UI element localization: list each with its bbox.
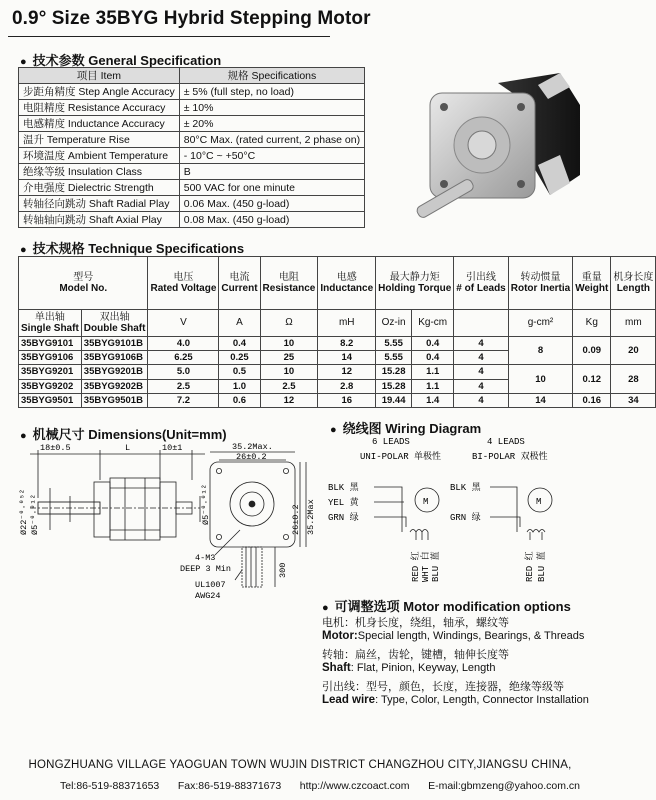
current-cell: 0.5 <box>219 365 260 379</box>
dim-22: Ø22⁻⁰·⁰⁵² <box>19 489 29 535</box>
mod-shaft-en <box>322 662 495 674</box>
length-cell: 34 <box>611 393 656 407</box>
voltage-cell: 6.25 <box>148 351 219 365</box>
torque-ozin-cell: 15.28 <box>376 379 412 393</box>
single-shaft-cell: 35BYG9101 <box>19 337 82 351</box>
inductance-cell: 12 <box>318 365 376 379</box>
current-cell: 0.6 <box>219 393 260 407</box>
col-single-cn: 单出轴 <box>34 311 65 323</box>
wire-blu-left: BLU 蓝 <box>431 551 441 582</box>
spec-cell: ± 10% <box>179 100 364 116</box>
torque-ozin-cell: 15.28 <box>376 365 412 379</box>
double-shaft-cell: 35BYG9501B <box>81 393 148 407</box>
mod-lead-cn: 引出线：型号，颜色，长度，连接器，绝缘等级等 <box>322 681 564 693</box>
col-length <box>611 257 656 310</box>
voltage-cell: 5.0 <box>148 365 219 379</box>
double-shaft-cell: 35BYG9101B <box>81 337 148 351</box>
col-leads-en: # of Leads <box>456 283 506 294</box>
weight-cell: 0.12 <box>573 365 611 393</box>
table-row <box>19 164 365 180</box>
mod-lead-en <box>322 694 589 706</box>
dim-deep: DEEP 3 Min <box>180 564 232 574</box>
single-shaft-cell: 35BYG9202 <box>19 379 82 393</box>
unit-voltage: V <box>148 310 219 337</box>
table-row <box>19 100 365 116</box>
torque-kgcm-cell: 1.1 <box>412 365 454 379</box>
general-spec-table <box>18 67 365 228</box>
wire-blk-left: BLK 黑 <box>328 483 359 493</box>
inductance-cell: 14 <box>318 351 376 365</box>
dimensions-heading-text: 机械尺寸 Dimensions(Unit=mm) <box>32 427 227 442</box>
dim-18: 18±0.5 <box>40 443 71 453</box>
bullet-icon: ● <box>20 430 27 442</box>
length-cell: 28 <box>611 365 656 393</box>
dim-35-2-v: 35.2Max <box>306 499 316 535</box>
mod-shaft-text: : Flat, Pinion, Keyway, Length <box>350 662 496 674</box>
dim-26-v: 26±0.2 <box>291 504 301 535</box>
wire-wht-left: WHT 白 <box>421 551 431 582</box>
wire-blk-right: BLK 黑 <box>450 483 481 493</box>
leads-cell: 4 <box>454 337 508 351</box>
voltage-cell: 2.5 <box>148 379 219 393</box>
dim-26: 26±0.2 <box>236 452 267 462</box>
col-current-en: Current <box>221 283 258 294</box>
table-unit-row <box>19 310 656 337</box>
col-weight-cn: 重量 <box>581 271 602 283</box>
title-underline <box>8 36 330 37</box>
col-resistance <box>260 257 318 310</box>
wire-red-right: RED 红 <box>525 551 535 582</box>
inertia-cell: 10 <box>508 365 572 393</box>
footer-address: HONGZHUANG VILLAGE YAOGUAN TOWN WUJIN DISTRICT CHANGZHOU CITY,JIANGSU CHINA, <box>28 759 572 771</box>
col-inductance-cn: 电感 <box>336 271 357 283</box>
table-row <box>19 365 656 379</box>
spec-cell: ± 20% <box>179 116 364 132</box>
spec-cell: 0.06 Max. (450 g-load) <box>179 196 364 212</box>
col-length-en: Length <box>616 283 651 294</box>
single-shaft-cell: 35BYG9201 <box>19 365 82 379</box>
dimension-drawing <box>10 440 315 615</box>
dim-300: 300 <box>278 562 288 578</box>
length-cell: 20 <box>611 337 656 365</box>
unit-resistance: Ω <box>260 310 318 337</box>
col-double-cn: 双出轴 <box>99 311 130 323</box>
col-torque-cn: 最大静力矩 <box>389 271 440 283</box>
double-shaft-cell: 35BYG9106B <box>81 351 148 365</box>
item-cell: 环境温度 Ambient Temperature <box>19 148 180 164</box>
inertia-cell: 8 <box>508 337 572 365</box>
leads-cell: 4 <box>454 379 508 393</box>
voltage-cell: 7.2 <box>148 393 219 407</box>
item-cell: 步距角精度 Step Angle Accuracy <box>19 84 180 100</box>
col-torque-en: Holding Torque <box>378 283 452 294</box>
col-leads-cn: 引出线 <box>466 271 497 283</box>
col-inertia <box>508 257 572 310</box>
torque-kgcm-cell: 1.4 <box>412 393 454 407</box>
mod-motor-text: Special length, Windings, Bearings, & Threads <box>357 630 585 642</box>
four-leads-title: 4 LEADS <box>487 437 525 447</box>
dim-5a: Ø5⁻⁰·⁰¹² <box>30 494 40 535</box>
mod-motor-label: Motor: <box>322 630 358 642</box>
modification-heading-text: 可调整选项 Motor modification options <box>334 599 571 614</box>
unit-length: mm <box>611 310 656 337</box>
current-cell: 1.0 <box>219 379 260 393</box>
col-inductance <box>318 257 376 310</box>
table-row <box>19 116 365 132</box>
unit-leads <box>454 310 508 337</box>
resistance-cell: 10 <box>260 365 318 379</box>
torque-kgcm-cell: 0.4 <box>412 337 454 351</box>
page-title: 0.9° Size 35BYG Hybrid Stepping Motor <box>12 8 371 29</box>
col-model-en: Model No. <box>59 283 108 294</box>
unit-inertia: g-cm² <box>508 310 572 337</box>
table-header-row <box>19 68 365 84</box>
table-row <box>19 196 365 212</box>
col-current-cn: 电流 <box>229 271 250 283</box>
table-row <box>19 337 656 351</box>
col-model-cn: 型号 <box>73 271 94 283</box>
table-row <box>19 212 365 228</box>
item-cell: 电感精度 Inductance Accuracy <box>19 116 180 132</box>
torque-ozin-cell: 5.55 <box>376 337 412 351</box>
torque-kgcm-cell: 1.1 <box>412 379 454 393</box>
weight-cell: 0.09 <box>573 337 611 365</box>
item-cell: 转轴轴向跳动 Shaft Axial Play <box>19 212 180 228</box>
motor-symbol-left: M <box>423 497 429 507</box>
col-torque <box>376 257 454 310</box>
footer-email-link[interactable]: E-mail:gbmzeng@yahoo.com.cn <box>428 780 580 792</box>
voltage-cell: 4.0 <box>148 337 219 351</box>
wire-yel-left: YEL 黄 <box>328 498 359 508</box>
table-row <box>19 84 365 100</box>
bipolar-label: BI-POLAR 双极性 <box>472 452 548 462</box>
col-double-en: Double Shaft <box>83 323 146 334</box>
item-cell: 转轴径向跳动 Shaft Radial Play <box>19 196 180 212</box>
torque-ozin-cell: 5.55 <box>376 351 412 365</box>
wire-grn-left: GRN 绿 <box>328 513 359 523</box>
mod-shaft-label: Shaft <box>322 662 351 674</box>
mod-motor-en <box>322 630 584 642</box>
dim-5b: Ø5⁻⁰·⁰¹² <box>201 484 211 525</box>
table-row <box>19 180 365 196</box>
technique-spec-table <box>18 256 656 408</box>
col-item: 项目 Item <box>19 68 180 84</box>
footer-website-link[interactable]: http://www.czcoact.com <box>299 780 410 792</box>
mod-lead-text: : Type, Color, Length, Connector Installation <box>375 694 589 706</box>
motor-photo <box>410 65 585 215</box>
col-inertia-cn: 转动惯量 <box>520 271 561 283</box>
mod-motor-cn: 电机：机身长度，绕组，轴承，螺纹等 <box>322 617 509 629</box>
spec-cell: ± 5% (full step, no load) <box>179 84 364 100</box>
footer-tel: Tel:86-519-88371653 <box>60 780 160 792</box>
col-model <box>19 257 148 310</box>
col-weight <box>573 257 611 310</box>
item-cell: 绝缘等级 Insulation Class <box>19 164 180 180</box>
dim-10: 10±1 <box>162 443 183 453</box>
weight-cell: 0.16 <box>573 393 611 407</box>
leads-cell: 4 <box>454 365 508 379</box>
bullet-icon: ● <box>330 424 337 436</box>
col-voltage-cn: 电压 <box>173 271 194 283</box>
footer-fax: Fax:86-519-88371673 <box>177 780 282 792</box>
technique-spec-heading-text: 技术规格 Technique Specifications <box>32 241 245 256</box>
col-voltage <box>148 257 219 310</box>
dim-m3: 4-M3 <box>195 553 216 563</box>
col-resistance-cn: 电阻 <box>278 271 299 283</box>
col-single-en: Single Shaft <box>21 323 79 334</box>
table-header-row <box>19 257 656 310</box>
spec-cell: 80°C Max. (rated current, 2 phase on) <box>179 132 364 148</box>
wire-blu-right: BLU 蓝 <box>537 551 547 582</box>
col-weight-en: Weight <box>575 283 609 294</box>
table-row <box>19 132 365 148</box>
modification-heading <box>322 596 571 615</box>
spec-cell: 0.08 Max. (450 g-load) <box>179 212 364 228</box>
col-spec: 规格 Specifications <box>179 68 364 84</box>
col-resistance-en: Resistance <box>262 283 316 294</box>
inductance-cell: 16 <box>318 393 376 407</box>
resistance-cell: 12 <box>260 393 318 407</box>
torque-kgcm-cell: 0.4 <box>412 351 454 365</box>
col-voltage-en: Rated Voltage <box>150 283 217 294</box>
resistance-cell: 2.5 <box>260 379 318 393</box>
table-row <box>19 148 365 164</box>
col-leads <box>454 257 508 310</box>
spec-cell: - 10°C ~ +50°C <box>179 148 364 164</box>
col-current <box>219 257 260 310</box>
item-cell: 温升 Temperature Rise <box>19 132 180 148</box>
wire-red-left: RED 红 <box>411 551 421 582</box>
unit-weight: Kg <box>573 310 611 337</box>
unit-inductance: mH <box>318 310 376 337</box>
mod-shaft-cn: 转轴：扁丝，齿轮，键槽，轴伸长度等 <box>322 649 509 661</box>
table-row <box>19 393 656 407</box>
unipolar-label: UNI-POLAR 单极性 <box>360 452 442 462</box>
inertia-cell: 14 <box>508 393 572 407</box>
col-single-shaft <box>19 310 82 337</box>
unit-current: A <box>219 310 260 337</box>
col-double-shaft <box>81 310 148 337</box>
item-cell: 电阻精度 Resistance Accuracy <box>19 100 180 116</box>
current-cell: 0.4 <box>219 337 260 351</box>
unit-torque-ozin: Oz-in <box>376 310 412 337</box>
col-inertia-en: Rotor Inertia <box>510 283 571 294</box>
wiring-heading-text: 绕线图 Wiring Diagram <box>342 421 482 436</box>
col-length-cn: 机身长度 <box>613 271 654 283</box>
single-shaft-cell: 35BYG9501 <box>19 393 82 407</box>
bullet-icon: ● <box>322 602 329 614</box>
resistance-cell: 10 <box>260 337 318 351</box>
leads-cell: 4 <box>454 393 508 407</box>
resistance-cell: 25 <box>260 351 318 365</box>
wire-grn-right: GRN 绿 <box>450 513 481 523</box>
leads-cell: 4 <box>454 351 508 365</box>
current-cell: 0.25 <box>219 351 260 365</box>
wiring-diagram <box>322 432 590 592</box>
inductance-cell: 2.8 <box>318 379 376 393</box>
dim-ul: UL1007 <box>195 580 226 590</box>
spec-cell: 500 VAC for one minute <box>179 180 364 196</box>
mod-lead-label: Lead wire <box>322 694 376 706</box>
unit-torque-kgcm: Kg-cm <box>412 310 454 337</box>
technique-spec-heading <box>20 238 244 257</box>
col-inductance-en: Inductance <box>320 283 374 294</box>
footer-contacts <box>60 780 580 792</box>
inductance-cell: 8.2 <box>318 337 376 351</box>
bullet-icon: ● <box>20 244 27 256</box>
dim-35-2: 35.2Max. <box>232 442 273 452</box>
single-shaft-cell: 35BYG9106 <box>19 351 82 365</box>
general-spec-heading-text: 技术参数 General Specification <box>32 53 222 68</box>
double-shaft-cell: 35BYG9201B <box>81 365 148 379</box>
double-shaft-cell: 35BYG9202B <box>81 379 148 393</box>
dim-awg: AWG24 <box>195 591 221 601</box>
dim-L: L <box>125 443 131 453</box>
spec-cell: B <box>179 164 364 180</box>
six-leads-title: 6 LEADS <box>372 437 410 447</box>
item-cell: 介电强度 Dielectric Strength <box>19 180 180 196</box>
bullet-icon: ● <box>20 56 27 68</box>
torque-ozin-cell: 19.44 <box>376 393 412 407</box>
motor-symbol-right: M <box>536 497 542 507</box>
